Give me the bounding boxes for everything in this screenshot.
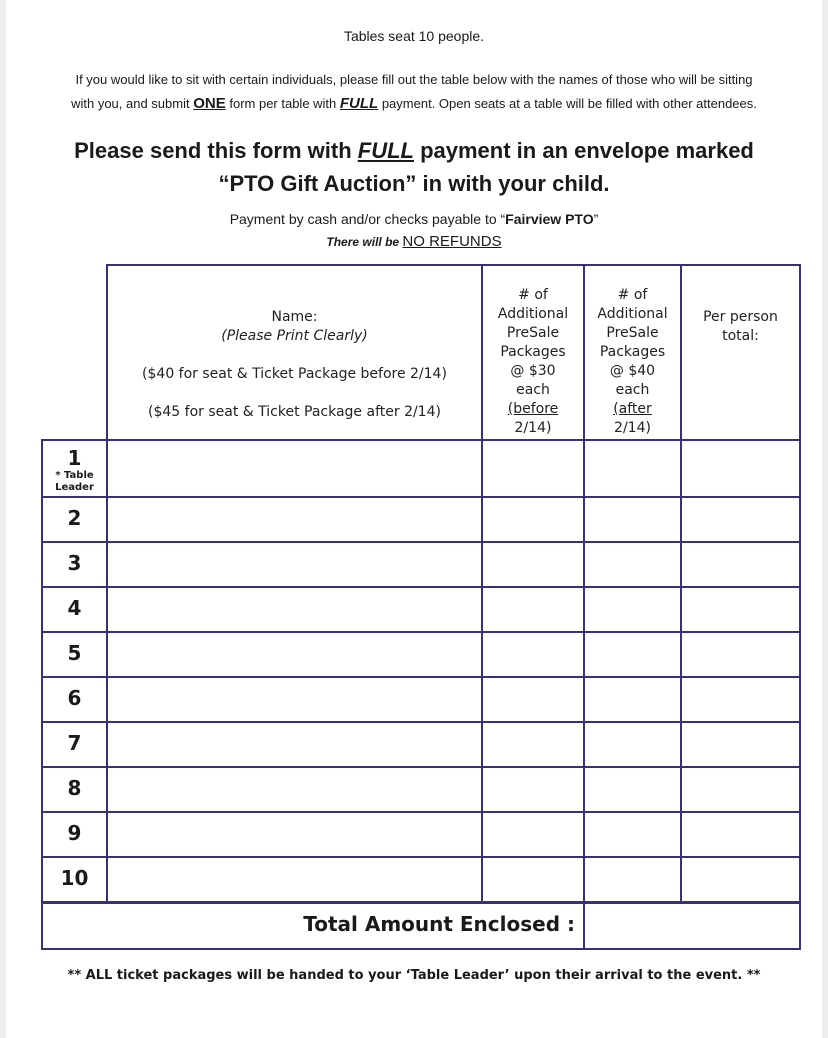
presale-30-field[interactable]: [481, 721, 585, 768]
row-number-cell: [41, 541, 108, 588]
row-number: 5: [67, 641, 82, 665]
presale-40-field[interactable]: [583, 496, 682, 543]
per-person-total-field[interactable]: [680, 721, 801, 768]
row-number-cell: [41, 676, 108, 723]
intro-line-2: with you, and submit ONE form per table with FULL payment. Open seats at a table will be filled with other attendees.: [71, 95, 757, 112]
presale40-l4: Packages: [599, 344, 666, 360]
price-after-note: ($45 for seat & Ticket Package after 2/14): [148, 404, 441, 420]
presale30-l6: each: [516, 382, 550, 398]
row-number-cell: [41, 721, 108, 768]
presale-40-field[interactable]: [583, 439, 682, 498]
presale-30-field[interactable]: [481, 631, 585, 678]
row-number: 10: [60, 866, 89, 890]
per-person-total-field[interactable]: [680, 496, 801, 543]
total-amount-field[interactable]: [583, 902, 801, 950]
row-number: 7: [67, 731, 82, 755]
name-field[interactable]: [106, 439, 483, 498]
per-person-total-field[interactable]: [680, 541, 801, 588]
presale30-l7: (before: [507, 401, 559, 417]
row-number: 2: [67, 506, 82, 530]
presale40-l2: Additional: [597, 306, 668, 322]
name-field[interactable]: [106, 811, 483, 858]
name-column-header: [106, 264, 483, 441]
row-number-cell: [41, 496, 108, 543]
name-field[interactable]: [106, 541, 483, 588]
table-leader-note-2: Leader: [55, 482, 94, 493]
presale-40-field[interactable]: [583, 811, 682, 858]
per-person-total-field[interactable]: [680, 811, 801, 858]
presale-40-field[interactable]: [583, 721, 682, 768]
presale30-l3: PreSale: [506, 325, 560, 341]
heading-line-2: “PTO Gift Auction” in with your child.: [218, 171, 610, 196]
row-number: 6: [67, 686, 82, 710]
presale-30-field[interactable]: [481, 766, 585, 813]
per-person-l2: total:: [722, 328, 759, 344]
row-number: 8: [67, 776, 82, 800]
name-field[interactable]: [106, 496, 483, 543]
name-field[interactable]: [106, 631, 483, 678]
per-person-total-field[interactable]: [680, 631, 801, 678]
payment-line: Payment by cash and/or checks payable to “Fairview PTO”: [229, 211, 599, 227]
presale30-l5: @ $30: [510, 363, 556, 379]
total-label-cell: [41, 902, 585, 950]
presale-30-field[interactable]: [481, 856, 585, 903]
row-number-cell: [41, 856, 108, 903]
presale30-l2: Additional: [497, 306, 569, 322]
presale40-l6: each: [615, 382, 650, 398]
seat-info: Tables seat 10 people.: [343, 28, 485, 44]
row-number-cell: [41, 766, 108, 813]
row-number: 1: [67, 446, 82, 470]
presale40-l3: PreSale: [606, 325, 659, 341]
presale30-l4: Packages: [500, 344, 566, 360]
name-field[interactable]: [106, 586, 483, 633]
presale-30-field[interactable]: [481, 811, 585, 858]
presale40-l8: 2/14): [614, 420, 651, 436]
presale-30-column-header: [481, 264, 585, 441]
per-person-total-field[interactable]: [680, 856, 801, 903]
presale-40-field[interactable]: [583, 586, 682, 633]
name-field[interactable]: [106, 676, 483, 723]
presale-30-field[interactable]: [481, 676, 585, 723]
price-before-note: ($40 for seat & Ticket Package before 2/14): [142, 366, 447, 382]
presale-40-field[interactable]: [583, 766, 682, 813]
row-number: 3: [67, 551, 82, 575]
presale30-l1: # of: [518, 287, 548, 303]
intro-line-1: If you would like to sit with certain individuals, please fill out the table below with the names of those who will be sitting: [75, 72, 753, 87]
presale-30-field[interactable]: [481, 586, 585, 633]
presale-40-field[interactable]: [583, 631, 682, 678]
row-number-cell: [41, 439, 108, 498]
name-field[interactable]: [106, 766, 483, 813]
per-person-total-header: [680, 264, 801, 441]
presale30-l8: 2/14): [514, 420, 552, 436]
name-header-subtitle: (Please Print Clearly): [221, 328, 368, 344]
per-person-total-field[interactable]: [680, 766, 801, 813]
presale-40-field[interactable]: [583, 541, 682, 588]
row-number-cell: [41, 811, 108, 858]
row-number: 4: [67, 596, 82, 620]
presale-30-field[interactable]: [481, 439, 585, 498]
presale40-l7: (after: [613, 401, 652, 417]
per-person-l1: Per person: [703, 309, 778, 325]
name-field[interactable]: [106, 721, 483, 768]
presale-40-field[interactable]: [583, 676, 682, 723]
per-person-total-field[interactable]: [680, 439, 801, 498]
presale40-l1: # of: [617, 287, 648, 303]
presale-40-field[interactable]: [583, 856, 682, 903]
per-person-total-field[interactable]: [680, 676, 801, 723]
heading-line-1: Please send this form with FULL payment in an envelope marked: [74, 138, 754, 163]
row-number-cell: [41, 631, 108, 678]
row-number: 9: [67, 821, 82, 845]
presale-30-field[interactable]: [481, 496, 585, 543]
per-person-total-field[interactable]: [680, 586, 801, 633]
name-header-title: Name:: [271, 309, 318, 325]
name-field[interactable]: [106, 856, 483, 903]
refund-line: There will be NO REFUNDS: [326, 233, 502, 250]
footer-note: ** ALL ticket packages will be handed to your ‘Table Leader’ upon their arrival to the event. **: [67, 968, 761, 983]
total-amount-label: Total Amount Enclosed :: [303, 912, 575, 936]
presale40-l5: @ $40: [609, 363, 656, 379]
table-leader-note-1: * Table: [55, 470, 94, 481]
row-number-cell: [41, 586, 108, 633]
presale-40-column-header: [583, 264, 682, 441]
presale-30-field[interactable]: [481, 541, 585, 588]
